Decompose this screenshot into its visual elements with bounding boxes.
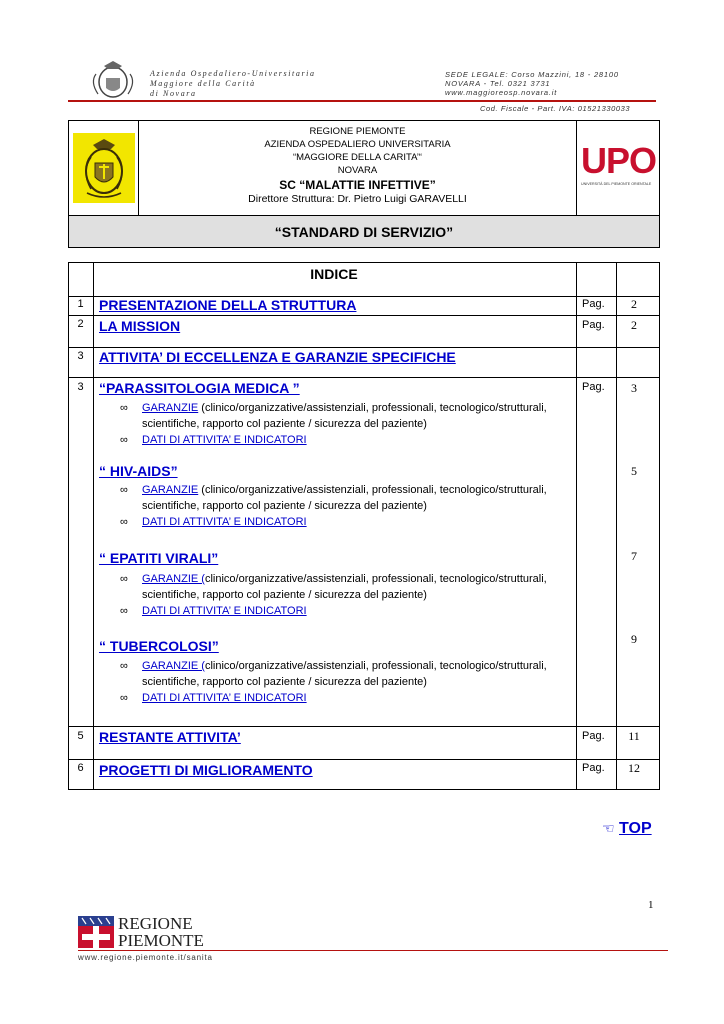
pag-label: Pag. <box>582 381 605 393</box>
garanzie-desc-cont: scientifiche, rapporto col paziente / sicurezza del paziente) <box>142 418 427 430</box>
garanzie-link[interactable]: GARANZIE <box>142 484 199 496</box>
toc-link-hiv-aids[interactable]: “ HIV-AIDS” <box>99 463 178 479</box>
dati-link[interactable]: DATI DI ATTIVITA’ E INDICATORI <box>142 516 307 528</box>
row-number: 3 <box>77 381 84 393</box>
toc-link-progetti[interactable]: PROGETTI DI MIGLIORAMENTO <box>99 762 313 778</box>
header-line: REGIONE PIEMONTE <box>309 126 406 137</box>
letterhead-name-line: Azienda Ospedaliero-Universitaria <box>150 69 316 78</box>
page-number: 1 <box>648 899 654 911</box>
letterhead-name-line: Maggiore della Carità <box>150 79 256 88</box>
garanzie-link[interactable]: GARANZIE ( <box>142 573 205 585</box>
pointing-hand-icon: ☜ <box>602 821 615 837</box>
sub-entry <box>120 482 560 530</box>
garanzie-link[interactable]: GARANZIE ( <box>142 660 205 672</box>
top-link[interactable] <box>602 820 652 838</box>
garanzie-desc-cont: scientifiche, rapporto col paziente / sicurezza del paziente) <box>142 589 427 601</box>
toc-link-tubercolosi[interactable]: “ TUBERCOLOSI” <box>99 638 219 654</box>
letterhead-address-line: NOVARA - Tel. 0321 3731 <box>445 79 551 88</box>
footer-divider <box>78 950 668 951</box>
crest-logo <box>73 133 135 203</box>
upo-logo <box>581 140 657 195</box>
row-number: 6 <box>77 762 84 774</box>
page-ref: 3 <box>631 381 637 395</box>
bullet-icon: ∞ <box>120 660 128 672</box>
pag-label: Pag. <box>582 319 605 331</box>
pag-label: Pag. <box>582 762 605 774</box>
sub-entry <box>120 571 560 619</box>
letterhead-name-line: di Novara <box>150 89 197 98</box>
director-name: Direttore Struttura: Dr. Pietro Luigi GARAVELLI <box>248 193 467 205</box>
footer-url: www.regione.piemonte.it/sanita <box>78 953 213 962</box>
page-ref: 11 <box>628 729 640 743</box>
bullet-icon: ∞ <box>120 692 128 704</box>
bullet-icon: ∞ <box>120 605 128 617</box>
header-line: NOVARA <box>337 165 378 176</box>
dati-link[interactable]: DATI DI ATTIVITA’ E INDICATORI <box>142 692 307 704</box>
letterhead-address-line: www.maggioreosp.novara.it <box>445 88 558 97</box>
sub-entry <box>120 400 560 448</box>
dati-link[interactable]: DATI DI ATTIVITA’ E INDICATORI <box>142 434 307 446</box>
bullet-icon: ∞ <box>120 484 128 496</box>
page-ref: 5 <box>631 464 637 478</box>
pag-label: Pag. <box>582 298 605 310</box>
garanzie-desc: clinico/organizzative/assistenziali, professionali, tecnologico/strutturali, <box>204 573 547 585</box>
document-title: “STANDARD DI SERVIZIO” <box>274 224 454 240</box>
row-number: 2 <box>77 318 84 330</box>
toc-link-parassitologia[interactable]: “PARASSITOLOGIA MEDICA ” <box>99 380 300 396</box>
garanzie-desc-cont: scientifiche, rapporto col paziente / sicurezza del paziente) <box>142 676 427 688</box>
hospital-crest-icon <box>88 60 138 100</box>
header-line: “MAGGIORE DELLA CARITA’“ <box>293 152 422 163</box>
footer-brand-line: PIEMONTE <box>118 931 204 950</box>
bullet-icon: ∞ <box>120 516 128 528</box>
upo-wordmark: UPO <box>581 140 657 181</box>
letterhead-address-line: SEDE LEGALE: Corso Mazzini, 18 - 28100 <box>445 70 619 79</box>
letterhead-divider <box>68 100 656 102</box>
garanzie-link[interactable]: GARANZIE <box>142 402 199 414</box>
upo-caption: UNIVERSITÀ DEL PIEMONTE ORIENTALE <box>581 182 652 186</box>
bullet-icon: ∞ <box>120 573 128 585</box>
top-link-label: TOP <box>619 820 652 837</box>
toc-link-eccellenza[interactable]: ATTIVITA’ DI ECCELLENZA E GARANZIE SPECIFICHE <box>99 349 456 365</box>
row-number: 1 <box>77 298 84 310</box>
header-line: AZIENDA OSPEDALIERO UNIVERSITARIA <box>264 139 451 150</box>
row-number: 5 <box>77 730 84 742</box>
page-ref: 9 <box>631 632 637 646</box>
crest-icon <box>73 133 135 203</box>
index-heading: INDICE <box>310 266 358 282</box>
regione-flag-icon <box>78 916 114 948</box>
sub-entry <box>120 658 560 706</box>
unit-name: SC “MALATTIE INFETTIVE” <box>279 178 436 192</box>
garanzie-desc-cont: scientifiche, rapporto col paziente / sicurezza del paziente) <box>142 500 427 512</box>
page-ref: 2 <box>631 297 637 311</box>
toc-link-restante[interactable]: RESTANTE ATTIVITA’ <box>99 729 241 745</box>
garanzie-desc: (clinico/organizzative/assistenziali, professionali, tecnologico/strutturali, <box>198 484 547 496</box>
toc-link-presentazione[interactable]: PRESENTAZIONE DELLA STRUTTURA <box>99 297 357 313</box>
toc-link-mission[interactable]: LA MISSION <box>99 318 181 334</box>
page-ref: 12 <box>628 761 640 775</box>
footer-logo <box>78 916 278 950</box>
row-number: 3 <box>77 350 84 362</box>
garanzie-desc: (clinico/organizzative/assistenziali, professionali, tecnologico/strutturali, <box>198 402 547 414</box>
dati-link[interactable]: DATI DI ATTIVITA’ E INDICATORI <box>142 605 307 617</box>
bullet-icon: ∞ <box>120 402 128 414</box>
bullet-icon: ∞ <box>120 434 128 446</box>
toc-link-epatiti[interactable]: “ EPATITI VIRALI” <box>99 550 219 566</box>
fiscal-code: Cod. Fiscale - Part. IVA: 01521330033 <box>480 104 631 113</box>
page-ref: 2 <box>631 318 637 332</box>
pag-label: Pag. <box>582 730 605 742</box>
garanzie-desc: clinico/organizzative/assistenziali, professionali, tecnologico/strutturali, <box>204 660 547 672</box>
header-table <box>68 120 660 248</box>
page-ref: 7 <box>631 549 637 563</box>
footer-brand-line: REGIONE <box>118 914 193 933</box>
